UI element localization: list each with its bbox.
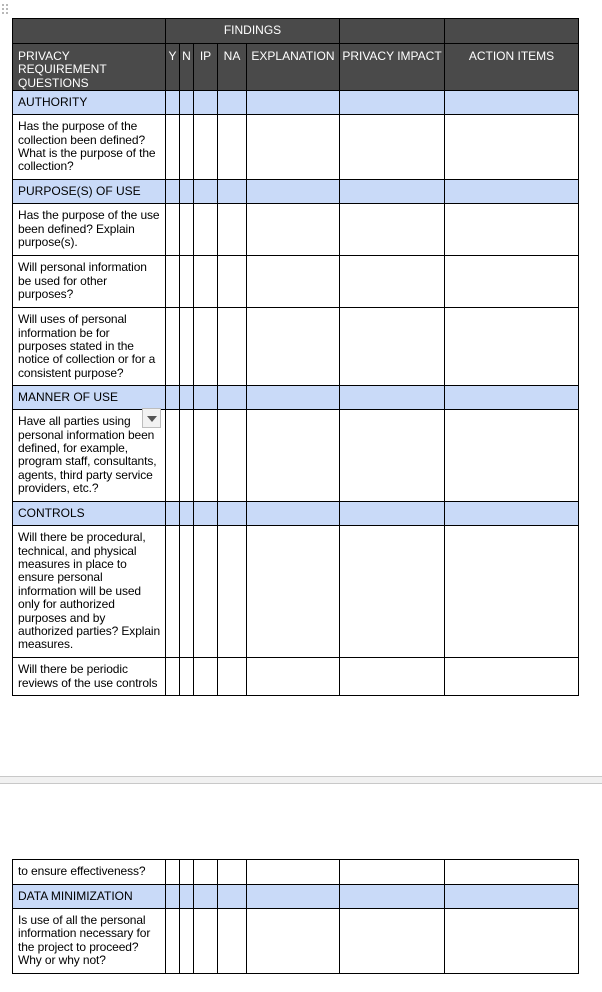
cell-privacy-impact[interactable] bbox=[340, 204, 445, 256]
cell-ip[interactable] bbox=[194, 256, 218, 308]
cell-action-items[interactable] bbox=[445, 410, 579, 502]
table-row bbox=[13, 204, 579, 256]
column-header-row bbox=[13, 44, 579, 91]
cell-y[interactable] bbox=[166, 909, 180, 974]
cell-action-items[interactable] bbox=[445, 909, 579, 974]
cell-n[interactable] bbox=[180, 526, 194, 658]
table-row bbox=[13, 410, 579, 502]
cell-ip[interactable] bbox=[194, 658, 218, 696]
findings-heading: FINDINGS bbox=[166, 19, 340, 44]
column-header-n: N bbox=[180, 44, 194, 91]
drag-handle-icon[interactable] bbox=[2, 4, 10, 14]
column-header-y: Y bbox=[166, 44, 180, 91]
cell-y[interactable] bbox=[166, 658, 180, 696]
cell-action-items[interactable] bbox=[445, 658, 579, 696]
question-text[interactable]: to ensure effectiveness? bbox=[13, 860, 166, 885]
section-label: DATA MINIMIZATION bbox=[13, 885, 166, 909]
cell-y[interactable] bbox=[166, 526, 180, 658]
cell-explanation[interactable] bbox=[247, 308, 340, 386]
section-row-controls bbox=[13, 502, 579, 526]
question-text[interactable]: Will uses of personal information be for purposes stated in the notice of collection or for a consistent purpose? bbox=[13, 308, 166, 386]
table-row bbox=[13, 658, 579, 696]
cell-y[interactable] bbox=[166, 410, 180, 502]
table-row bbox=[13, 526, 579, 658]
cell-action-items[interactable] bbox=[445, 115, 579, 180]
cell-na[interactable] bbox=[218, 115, 247, 180]
question-text[interactable]: Has the purpose of the collection been defined? What is the purpose of the collection? bbox=[13, 115, 166, 180]
cell-action-items[interactable] bbox=[445, 204, 579, 256]
question-text[interactable]: Have all parties using personal information been defined, for example, program staff, consultants, agents, third party service providers, etc.? bbox=[13, 410, 166, 502]
table-row bbox=[13, 256, 579, 308]
question-text[interactable]: Will personal information be used for other purposes? bbox=[13, 256, 166, 308]
section-label: CONTROLS bbox=[13, 502, 166, 526]
page-break bbox=[0, 776, 602, 784]
section-label: MANNER OF USE bbox=[13, 386, 166, 410]
cell-explanation[interactable] bbox=[247, 909, 340, 974]
section-label: AUTHORITY bbox=[13, 91, 166, 115]
cell-privacy-impact[interactable] bbox=[340, 410, 445, 502]
section-row-purposes bbox=[13, 180, 579, 204]
cell-y[interactable] bbox=[166, 308, 180, 386]
cell-n[interactable] bbox=[180, 410, 194, 502]
cell-na[interactable] bbox=[218, 308, 247, 386]
cell-na[interactable] bbox=[218, 909, 247, 974]
cell-ip[interactable] bbox=[194, 526, 218, 658]
column-header-explanation: EXPLANATION bbox=[247, 44, 340, 91]
cell-action-items[interactable] bbox=[445, 860, 579, 885]
table-row bbox=[13, 308, 579, 386]
cell-privacy-impact[interactable] bbox=[340, 256, 445, 308]
cell-n[interactable] bbox=[180, 658, 194, 696]
cell-n[interactable] bbox=[180, 860, 194, 885]
section-row-authority bbox=[13, 91, 579, 115]
cell-ip[interactable] bbox=[194, 410, 218, 502]
cell-y[interactable] bbox=[166, 204, 180, 256]
cell-explanation[interactable] bbox=[247, 658, 340, 696]
table-row bbox=[13, 115, 579, 180]
cell-privacy-impact[interactable] bbox=[340, 526, 445, 658]
cell-na[interactable] bbox=[218, 658, 247, 696]
table-row bbox=[13, 860, 579, 885]
cell-n[interactable] bbox=[180, 308, 194, 386]
column-header-action-items: ACTION ITEMS bbox=[445, 44, 579, 91]
section-row-data-minimization bbox=[13, 885, 579, 909]
cell-n[interactable] bbox=[180, 115, 194, 180]
cell-y[interactable] bbox=[166, 115, 180, 180]
column-header-ip: IP bbox=[194, 44, 218, 91]
cell-ip[interactable] bbox=[194, 860, 218, 885]
cell-na[interactable] bbox=[218, 410, 247, 502]
cell-explanation[interactable] bbox=[247, 526, 340, 658]
cell-action-items[interactable] bbox=[445, 308, 579, 386]
table-row bbox=[13, 909, 579, 974]
cell-na[interactable] bbox=[218, 526, 247, 658]
cell-na[interactable] bbox=[218, 860, 247, 885]
cell-ip[interactable] bbox=[194, 204, 218, 256]
cell-explanation[interactable] bbox=[247, 410, 340, 502]
section-row-manner bbox=[13, 386, 579, 410]
cell-na[interactable] bbox=[218, 204, 247, 256]
question-text[interactable]: Has the purpose of the use been defined? Explain purpose(s). bbox=[13, 204, 166, 256]
cell-explanation[interactable] bbox=[247, 860, 340, 885]
cell-y[interactable] bbox=[166, 860, 180, 885]
row-options-dropdown[interactable] bbox=[142, 408, 161, 428]
cell-y[interactable] bbox=[166, 256, 180, 308]
cell-n[interactable] bbox=[180, 204, 194, 256]
cell-explanation[interactable] bbox=[247, 204, 340, 256]
column-header-privacy-impact: PRIVACY IMPACT bbox=[340, 44, 445, 91]
cell-explanation[interactable] bbox=[247, 256, 340, 308]
cell-privacy-impact[interactable] bbox=[340, 308, 445, 386]
cell-ip[interactable] bbox=[194, 909, 218, 974]
cell-action-items[interactable] bbox=[445, 526, 579, 658]
cell-privacy-impact[interactable] bbox=[340, 860, 445, 885]
cell-ip[interactable] bbox=[194, 115, 218, 180]
privacy-checklist-table-continued bbox=[12, 859, 579, 974]
cell-n[interactable] bbox=[180, 909, 194, 974]
cell-n[interactable] bbox=[180, 256, 194, 308]
column-header-na: NA bbox=[218, 44, 247, 91]
cell-privacy-impact[interactable] bbox=[340, 909, 445, 974]
cell-ip[interactable] bbox=[194, 308, 218, 386]
question-text[interactable]: Is use of all the personal information necessary for the project to proceed? Why or why not? bbox=[13, 909, 166, 974]
section-label: PURPOSE(S) OF USE bbox=[13, 180, 166, 204]
privacy-checklist-table bbox=[12, 18, 579, 696]
chevron-down-icon bbox=[147, 416, 157, 422]
cell-privacy-impact[interactable] bbox=[340, 658, 445, 696]
findings-header-row bbox=[13, 19, 579, 44]
column-header-question: PRIVACY REQUIREMENT QUESTIONS bbox=[13, 44, 166, 91]
cell-explanation[interactable] bbox=[247, 115, 340, 180]
cell-privacy-impact[interactable] bbox=[340, 115, 445, 180]
question-text[interactable]: Will there be procedural, technical, and physical measures in place to ensure personal information will be used only for authorized purposes and by authorized parties? Explain measures. bbox=[13, 526, 166, 658]
question-text[interactable]: Will there be periodic reviews of the use controls bbox=[13, 658, 166, 696]
cell-na[interactable] bbox=[218, 256, 247, 308]
cell-action-items[interactable] bbox=[445, 256, 579, 308]
